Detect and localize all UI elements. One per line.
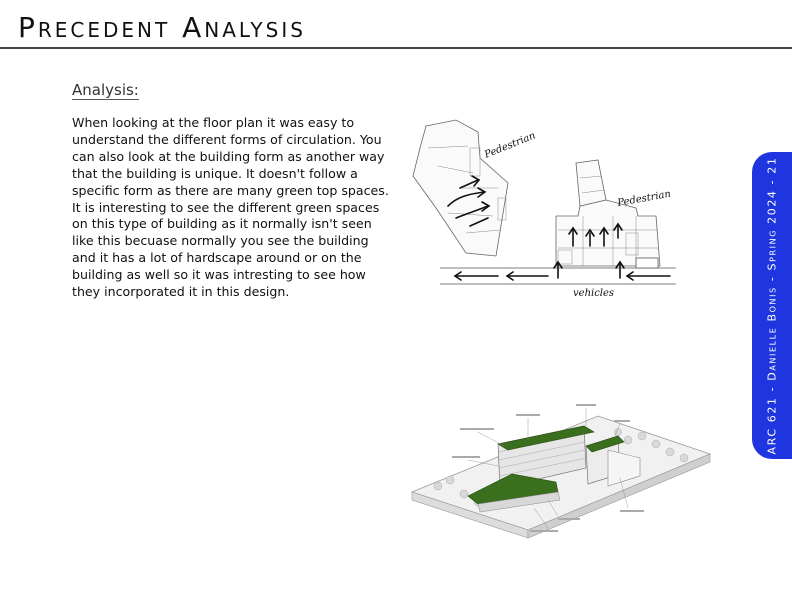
analysis-heading: Analysis: bbox=[72, 81, 139, 99]
side-tab bbox=[752, 152, 792, 459]
vehicles-label: vehicles bbox=[573, 288, 615, 299]
pedestrian-label-right: Pedestrian bbox=[616, 188, 672, 209]
title-rule bbox=[0, 47, 792, 49]
axonometric-diagram-image bbox=[408, 396, 714, 541]
page-title: Precedent Analysis bbox=[18, 11, 306, 44]
analysis-paragraph: When looking at the floor plan it was easy to understand the different forms of circulation. You can also look at the building form as another way that the building is unique. It doesn't follow a specific form as there are many green top spaces. It is interesting to see the different green spaces on this type of building as it normally isn't seen like this becuase normally you see the building and it has a lot of hardscape around or on the building as well so it was intresting to see how they incorporated it in this design. bbox=[72, 115, 389, 300]
pedestrian-label-left: Pedestrian bbox=[483, 130, 538, 161]
side-tab-text: ARC 621 - Danielle Bonis - Spring 2024 - 21 bbox=[765, 156, 779, 455]
floor-plan-image bbox=[408, 118, 683, 300]
